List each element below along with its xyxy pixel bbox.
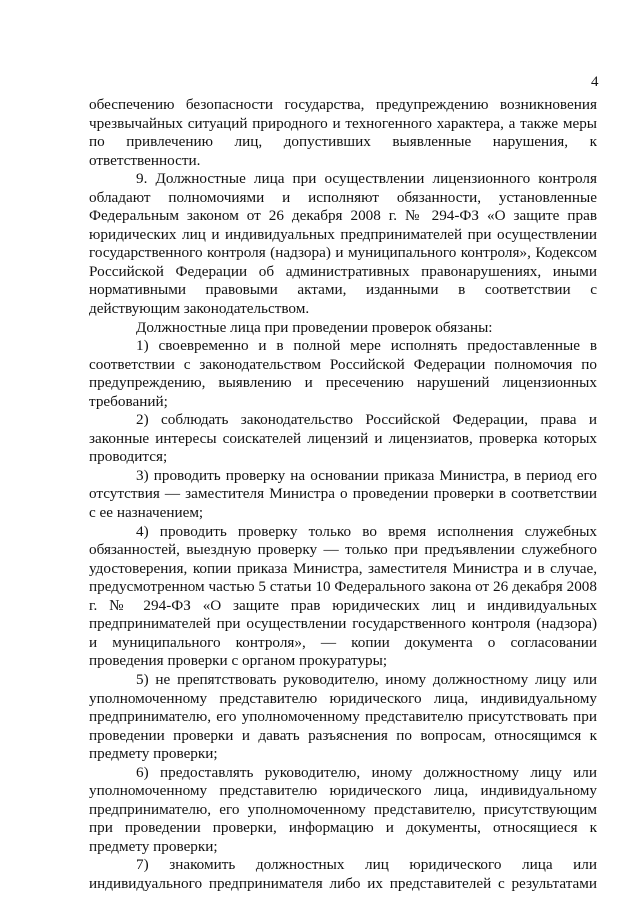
text-line: удостоверения, копии приказа Министра, заместителя Министра и в случае, xyxy=(89,559,597,577)
text-line: 6) предоставлять руководителю, иному должностному лицу или xyxy=(136,763,597,781)
text-line: предмету проверки; xyxy=(89,837,218,855)
text-line: с ее назначением; xyxy=(89,504,204,522)
text-line: соответствии с законодательством Российской Федерации полномочия по xyxy=(89,355,597,373)
text-line: отсутствия — заместителя Министра о проведении проверки в соответствии xyxy=(89,485,597,503)
text-line: предмету проверки; xyxy=(89,745,218,763)
text-line: ответственности. xyxy=(89,151,201,169)
text-line: нормативными правовыми актами, изданными в соответствии с xyxy=(89,281,597,299)
document-body xyxy=(89,96,597,894)
text-line: 9. Должностные лица при осуществлении лицензионного контроля xyxy=(136,170,597,188)
text-line: предупреждению, выявлению и пресечению нарушений лицензионных xyxy=(89,374,597,392)
text-line: и муниципального контроля», — копии документа о согласовании xyxy=(89,633,597,651)
text-line: законные интересы соискателей лицензий и лицензиатов, проверка которых xyxy=(89,429,597,447)
text-line: государственного контроля (надзора) и муниципального контроля», Кодексом xyxy=(89,244,597,262)
page-number: 4 xyxy=(591,74,599,90)
text-line: обеспечению безопасности государства, предупреждению возникновения xyxy=(89,96,597,113)
text-line: проведении проверки и давать разъяснения по вопросам, относящимся к xyxy=(89,726,597,744)
text-line: предпринимателю, его уполномоченному представителю присутствовать при xyxy=(89,708,597,726)
text-line: чрезвычайных ситуаций природного и техногенного характера, а также меры xyxy=(89,114,597,132)
text-line: 2) соблюдать законодательство Российской Федерации, права и xyxy=(136,411,597,429)
text-line: обладают полномочиями и исполняют обязанности, установленные xyxy=(89,188,597,206)
text-line: Должностные лица при проведении проверок обязаны: xyxy=(136,318,493,336)
text-line: Российской Федерации об административных правонарушениях, иными xyxy=(89,262,597,280)
text-line: предусмотренном частью 5 статьи 10 Федерального закона от 26 декабря 2008 xyxy=(89,578,597,596)
text-line: 7) знакомить должностных лиц юридического лица или xyxy=(136,856,597,874)
text-line: при проведении проверки, информацию и документы, относящиеся к xyxy=(89,819,597,837)
text-line: 4) проводить проверку только во время исполнения служебных xyxy=(136,522,597,540)
text-line: юридических лиц и индивидуальных предпринимателей при осуществлении xyxy=(89,225,597,243)
text-line: Федеральным законом от 26 декабря 2008 г. № 294-ФЗ «О защите прав xyxy=(89,207,597,225)
text-line: проводится; xyxy=(89,448,168,466)
text-line: действующим законодательством. xyxy=(89,300,310,318)
text-line: индивидуального предпринимателя либо их представителей с результатами xyxy=(89,874,597,892)
text-line: 1) своевременно и в полной мере исполнять предоставленные в xyxy=(136,337,597,355)
text-line: по привлечению лиц, допустивших выявленные нарушения, к xyxy=(89,133,597,151)
text-line: предпринимателю, его уполномоченному представителю, присутствующим xyxy=(89,800,597,818)
text-line: 5) не препятствовать руководителю, иному должностному лицу или xyxy=(136,670,597,688)
text-line: 3) проводить проверку на основании приказа Министра, в период его xyxy=(136,466,597,484)
text-line: г. № 294-ФЗ «О защите прав юридических лиц и индивидуальных xyxy=(89,596,597,614)
text-line: обязанностей, выездную проверку — только при предъявлении служебного xyxy=(89,541,597,559)
text-line: проведения проверки с органом прокуратуры; xyxy=(89,652,388,670)
text-line: уполномоченному представителю юридического лица, индивидуальному xyxy=(89,689,597,707)
text-line: уполномоченному представителю юридического лица, индивидуальному xyxy=(89,782,597,800)
text-line: требований; xyxy=(89,392,168,410)
text-line: предпринимателей при осуществлении государственного контроля (надзора) xyxy=(89,615,597,633)
